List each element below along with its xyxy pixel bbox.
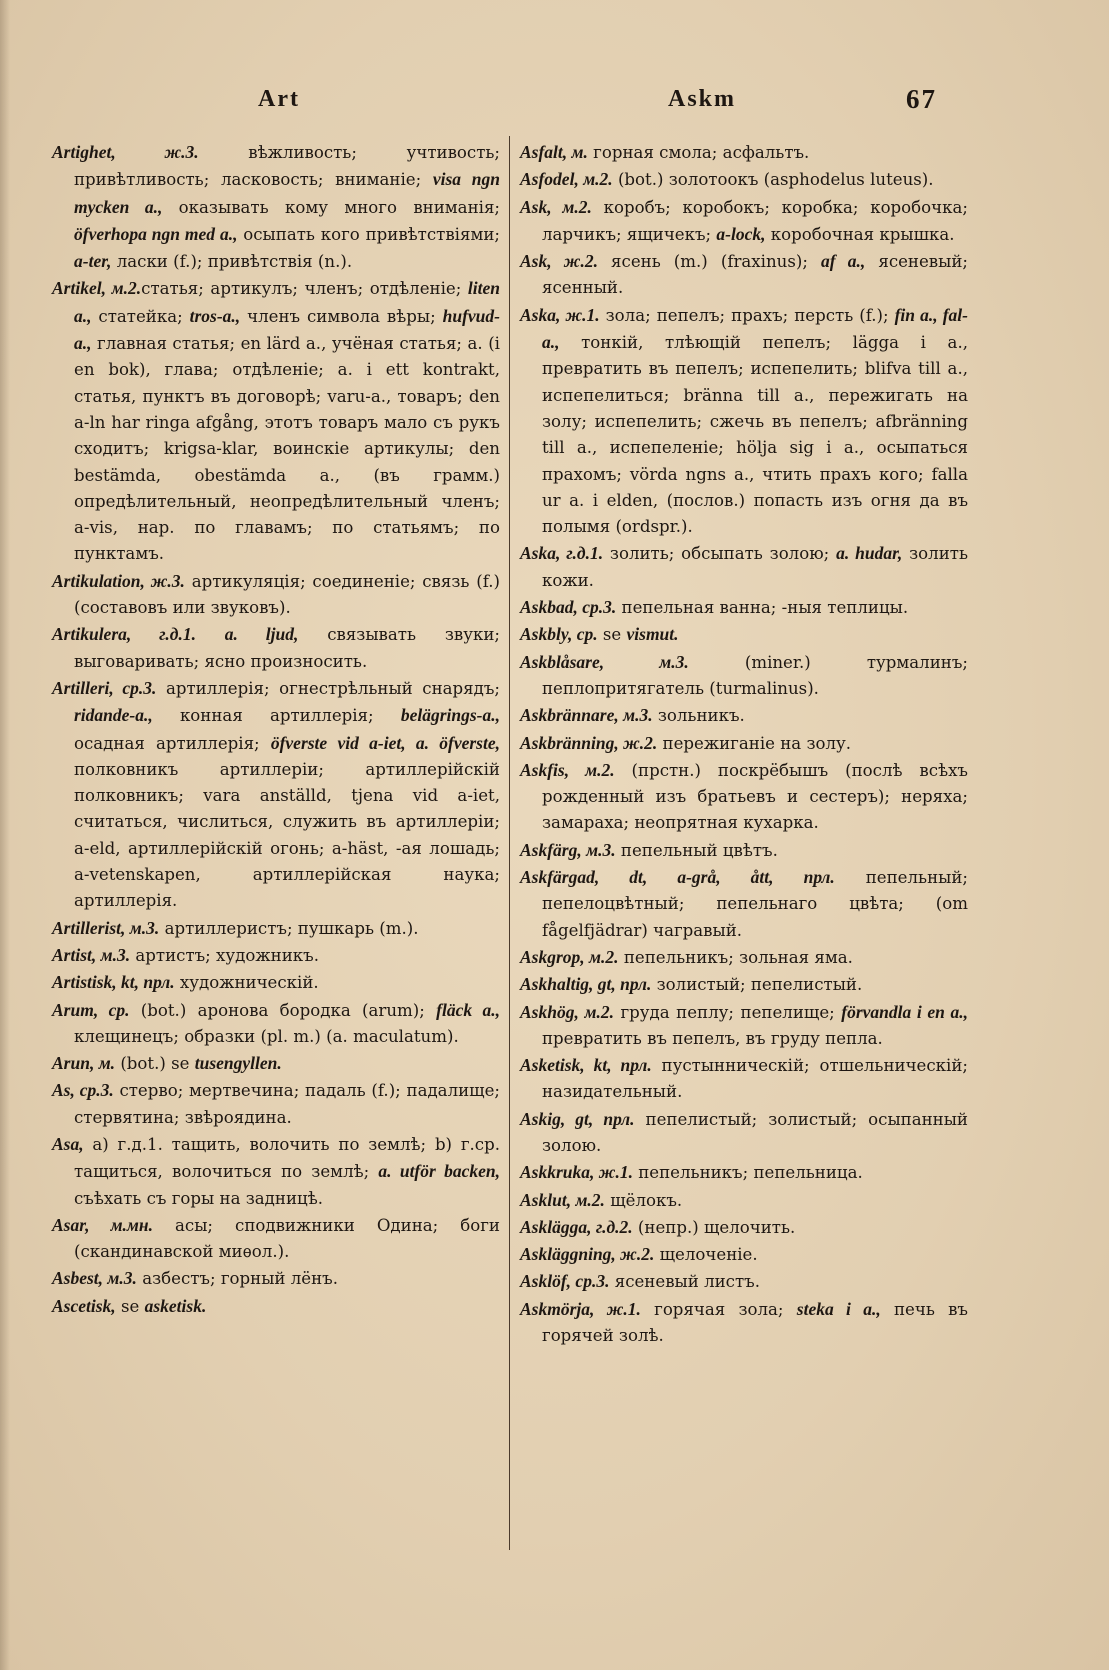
entry-definition: пепелистый; золистый; осыпанный золою. — [542, 1109, 968, 1155]
entry-definition: (bot.) se — [115, 1054, 195, 1074]
entry-example: a. ljud, — [224, 624, 299, 645]
entry-headword: Ask, ж.2. — [520, 251, 598, 272]
entry-headword: Asar, м.мн. — [52, 1214, 154, 1235]
entry-definition: (miner.) турмалинъ; пеплопритягатель (turmalinus). — [542, 652, 968, 698]
dictionary-entry — [52, 1050, 500, 1077]
dictionary-entry — [52, 675, 500, 915]
entry-headword: Artikulera, г.д.1. — [52, 624, 196, 645]
entry-headword: Artikel, м.2. — [52, 278, 142, 299]
dictionary-entry — [52, 969, 500, 996]
entry-definition: пустынническій; отшельническій; назидательный. — [542, 1056, 968, 1102]
dictionary-entry — [520, 1187, 968, 1214]
entry-definition: клещинецъ; образки (pl. m.) (a. maculatum). — [74, 1026, 459, 1046]
entry-headword: Askhaltig, gt, прл. — [520, 974, 652, 995]
entry-definition: ясеневый листъ. — [609, 1272, 760, 1292]
entry-definition: ясеневый; ясенный. — [542, 252, 969, 298]
entry-definition: se — [115, 1296, 145, 1316]
dictionary-entry — [520, 1268, 968, 1295]
entry-example: tusengyllen. — [194, 1053, 282, 1074]
entry-definition: зола; пепелъ; прахъ; персть (f.); — [599, 305, 895, 325]
entry-definition: вѣжливость; учтивость; привѣтливость; ласковость; вниманіе; — [74, 143, 500, 190]
entry-headword: Asbest, м.3. — [52, 1268, 137, 1289]
dictionary-entry — [520, 1241, 968, 1268]
dictionary-entry — [52, 1212, 500, 1266]
entry-headword: Askläggning, ж.2. — [520, 1244, 655, 1265]
entry-headword: Asa, — [52, 1133, 84, 1154]
entry-headword: Askfärgad, dt, a-grå, ått, прл. — [520, 867, 835, 888]
dictionary-entry — [520, 944, 968, 971]
entry-example: steka i a., — [796, 1298, 881, 1319]
entry-definition: щелоченіе. — [654, 1245, 758, 1265]
entry-headword: Ascetisk, — [52, 1295, 116, 1316]
entry-headword: Askbrännare, м.3. — [520, 705, 653, 726]
entry-definition: статейка; — [91, 306, 190, 326]
entry-definition: статья; артикулъ; членъ; отдѣленіе; — [141, 279, 468, 299]
entry-headword: Asklägga, г.д.2. — [520, 1216, 633, 1237]
entry-headword: Asketisk, kt, прл. — [520, 1055, 652, 1076]
entry-headword: Askbränning, ж.2. — [520, 732, 658, 753]
left-column — [52, 139, 500, 1320]
entry-example: belägrings-a., — [400, 705, 500, 726]
entry-definition: художническій. — [174, 973, 319, 993]
dictionary-entry — [52, 1265, 500, 1292]
entry-definition: превратить въ пепелъ, въ груду пепла. — [542, 1028, 883, 1048]
entry-definition: (bot.) золотоокъ (asphodelus luteus). — [612, 170, 934, 190]
dictionary-entry — [520, 864, 968, 944]
dictionary-entry — [520, 139, 968, 166]
entry-example: förvandla i en a., — [841, 1001, 968, 1022]
column-divider — [509, 136, 510, 1550]
entry-definition: главная статья; en lärd a., учёная статья; a. (i en bok), глава; отдѣленіе; a. i ett kontrakt, статья, пунктъ въ договорѣ; varu-a., товаръ; den a-ln har ringa afgång, этотъ товаръ мало съ рукъ сходитъ; krigsa-klar, воинскіе артикулы; den bestämda, obestämda a., (въ грамм.) опредѣлительный, неопредѣлительный членъ; a-vis, нар. по главамъ; по статьямъ; по пунктамъ. — [74, 334, 500, 564]
entry-definition: пепельникъ; зольная яма. — [618, 947, 853, 967]
dictionary-entry — [520, 1159, 968, 1186]
dictionary-entry — [52, 139, 500, 275]
entry-headword: Artikulation, ж.3. — [52, 570, 185, 591]
entry-headword: Askgrop, м.2. — [520, 946, 619, 967]
dictionary-entry — [52, 915, 500, 942]
dictionary-entry — [52, 1293, 500, 1320]
dictionary-entry — [520, 730, 968, 757]
entry-definition: горная смола; асфальтъ. — [587, 143, 810, 162]
entry-example: a. utför backen, — [378, 1161, 501, 1182]
entry-definition: тонкій, тлѣющій пепелъ; lägga i a., превратить въ пепелъ; испепелить; blifva till a., испепелиться; bränna till a., пережигать на золу; испепелить; сжечь въ пепелъ; afbränning till a., испепеленіе; hölja sig i a., осыпаться прахомъ; vörda ngns a., чтить прахъ кого; falla ur a. i elden, (послов.) попасть изъ огня да въ полымя (ordspr.). — [542, 333, 968, 537]
entry-definition: ясень (m.) (fraxinus); — [597, 252, 821, 272]
entry-definition: se — [597, 625, 627, 645]
entry-definition: (прстн.) поскрёбышъ (послѣ всѣхъ рожденный изъ братьевъ и сестеръ); неряха; замараха; неопрятная кухарка. — [542, 760, 968, 833]
dictionary-entry — [520, 1296, 968, 1350]
entry-definition: пепельный; пепелоцвѣтный; пепельнаго цвѣта; (om fågelfjädrar) чагравый. — [542, 868, 968, 940]
entry-example: asketisk. — [144, 1295, 207, 1316]
dictionary-entry — [520, 194, 968, 249]
entry-definition: пережиганіе на золу. — [657, 733, 852, 753]
entry-definition: a) г.д.1. тащить, волочить по землѣ; b) г.ср. тащиться, волочиться по землѣ; — [74, 1134, 500, 1182]
entry-definition: ласки (f.); привѣтствія (n.). — [111, 252, 353, 272]
entry-definition: зольникъ. — [652, 706, 745, 726]
entry-definition: осыпать кого привѣтствіями; — [237, 224, 501, 244]
entry-example: a-ter, — [74, 251, 112, 272]
dictionary-entry — [520, 702, 968, 729]
entry-definition: асы; сподвижники Одина; боги (скандинавской миѳол.). — [74, 1215, 500, 1262]
entry-headword: Artistisk, kt, прл. — [52, 972, 175, 993]
entry-example: a-lock, — [716, 223, 766, 244]
dictionary-entry — [520, 1214, 968, 1241]
entry-definition: артиллеристъ; пушкарь (m.). — [159, 918, 419, 938]
dictionary-entry — [520, 757, 968, 837]
dictionary-entry — [52, 1131, 500, 1212]
dictionary-entry — [520, 1052, 968, 1106]
running-head-left: Art — [258, 86, 300, 112]
entry-definition: пепельная ванна; -ныя теплицы. — [616, 598, 909, 618]
entry-example: a. hudar, — [836, 543, 903, 564]
entry-definition: связывать звуки; выговаривать; ясно произносить. — [74, 625, 500, 671]
entry-headword: Askblåsare, м.3. — [520, 651, 689, 672]
entry-definition: артикуляція; соединеніе; связь (f.) (составовъ или звуковъ). — [74, 571, 500, 618]
dictionary-entry — [52, 621, 500, 675]
entry-headword: Arum, ср. — [52, 999, 130, 1020]
entry-definition: членъ символа вѣры; — [240, 306, 443, 326]
entry-headword: Askhög, м.2. — [520, 1001, 614, 1022]
dictionary-entry — [520, 999, 968, 1053]
entry-headword: Askbly, ср. — [520, 624, 598, 645]
entry-headword: Asklöf, ср.3. — [520, 1271, 610, 1292]
dictionary-entry — [520, 540, 968, 594]
entry-definition: артистъ; художникъ. — [130, 945, 319, 965]
dictionary-entry — [520, 1106, 968, 1160]
entry-example: liten a., — [74, 278, 501, 326]
entry-headword: Artilleri, ср.3. — [52, 677, 157, 698]
dictionary-entry — [520, 248, 968, 302]
entry-example: ridande-a., — [74, 705, 153, 726]
entry-definition: осадная артиллерія; — [74, 733, 271, 753]
entry-definition: золить; обсыпать золою; — [603, 544, 837, 564]
dictionary-entry — [52, 568, 500, 622]
entry-headword: Asklut, м.2. — [520, 1189, 605, 1210]
entry-headword: Artillerist, м.3. — [52, 917, 160, 938]
dictionary-entry — [520, 621, 968, 648]
entry-definition: (bot.) аронова бородка (arum); — [129, 1000, 437, 1020]
entry-example: visa ngn mycken a., — [74, 169, 501, 217]
entry-example: öfverhopa ngn med a., — [74, 223, 238, 244]
entry-definition: золистый; пепелистый. — [651, 975, 863, 995]
entry-headword: Aska, г.д.1. — [520, 543, 604, 564]
entry-definition: азбестъ; горный лёнъ. — [136, 1269, 339, 1289]
entry-headword: Asfalt, м. — [520, 142, 588, 162]
entry-example: fin a., fal-a., — [542, 304, 968, 353]
dictionary-entry — [520, 837, 968, 864]
page-number: 67 — [906, 84, 937, 114]
entry-definition: съѣхать съ горы на задницѣ. — [74, 1188, 323, 1208]
dictionary-entry — [52, 275, 500, 567]
entry-headword: Ask, м.2. — [520, 196, 592, 217]
entry-definition — [196, 625, 225, 644]
entry-definition: горячая зола; — [640, 1299, 797, 1319]
entry-definition: полковникъ артиллеріи; артиллерійскій полковникъ; vara anställd, tjena vid a-iet, считаться, числиться, служить въ артиллеріи; a-eld, артиллерійскій огонь; a-häst, -ая лошадь; a-vetenskapen, артиллерійская наука; артиллерія. — [74, 759, 500, 911]
entry-definition: печь въ горячей золѣ. — [542, 1299, 968, 1346]
entry-example: fläck a., — [436, 999, 500, 1020]
entry-example: tros-a., — [189, 305, 241, 326]
entry-example: öfverste vid a-iet, a. öfverste, — [270, 732, 500, 753]
entry-definition: пепельникъ; пепельница. — [632, 1163, 863, 1183]
entry-headword: Artist, м.3. — [52, 944, 131, 965]
entry-definition: золить кожи. — [542, 544, 968, 590]
dictionary-entry — [520, 971, 968, 998]
entry-headword: Askfis, м.2. — [520, 759, 615, 780]
page-edge-shadow — [0, 0, 10, 1670]
entry-definition: коробъ; коробокъ; коробка; коробочка; ларчикъ; ящичекъ; — [542, 197, 968, 244]
entry-headword: Arun, м. — [52, 1053, 116, 1074]
entry-definition: щёлокъ. — [604, 1190, 683, 1210]
entry-definition: груда пеплу; пепелище; — [613, 1002, 842, 1022]
running-head-right: Askm — [668, 86, 737, 112]
dictionary-entry — [520, 594, 968, 621]
entry-example: vismut. — [626, 624, 679, 645]
dictionary-entry — [52, 1077, 500, 1131]
entry-definition: коробочная крышка. — [765, 224, 955, 244]
entry-headword: Askbad, ср.3. — [520, 597, 617, 618]
entry-example: hufvud-a., — [74, 305, 500, 354]
entry-headword: Askfärg, м.3. — [520, 839, 616, 860]
entry-definition: оказывать кому много вниманія; — [162, 197, 501, 217]
entry-definition: стерво; мертвечина; падаль (f.); падалище; стервятина; звѣроядина. — [74, 1081, 501, 1127]
dictionary-entry — [52, 997, 500, 1051]
entry-headword: Askmörja, ж.1. — [520, 1298, 641, 1319]
entry-headword: Askkruka, ж.1. — [520, 1162, 633, 1183]
entry-headword: Aska, ж.1. — [520, 304, 600, 325]
dictionary-entry — [520, 649, 968, 703]
entry-headword: Asfodel, м.2. — [520, 169, 613, 190]
entry-definition: артиллерія; огнестрѣльный снарядъ; — [156, 678, 500, 698]
right-column — [520, 139, 968, 1349]
dictionary-entry — [520, 166, 968, 193]
entry-headword: Askig, gt, прл. — [520, 1108, 635, 1129]
entry-definition: (непр.) щелочить. — [632, 1217, 796, 1237]
entry-headword: As, ср.3. — [52, 1080, 114, 1101]
entry-definition: конная артиллерія; — [152, 706, 401, 726]
entry-headword: Artighet, ж.3. — [52, 142, 199, 162]
entry-example: af a., — [821, 251, 866, 272]
dictionary-entry — [52, 942, 500, 969]
dictionary-entry — [520, 302, 968, 541]
entry-definition: пепельный цвѣтъ. — [615, 840, 778, 860]
